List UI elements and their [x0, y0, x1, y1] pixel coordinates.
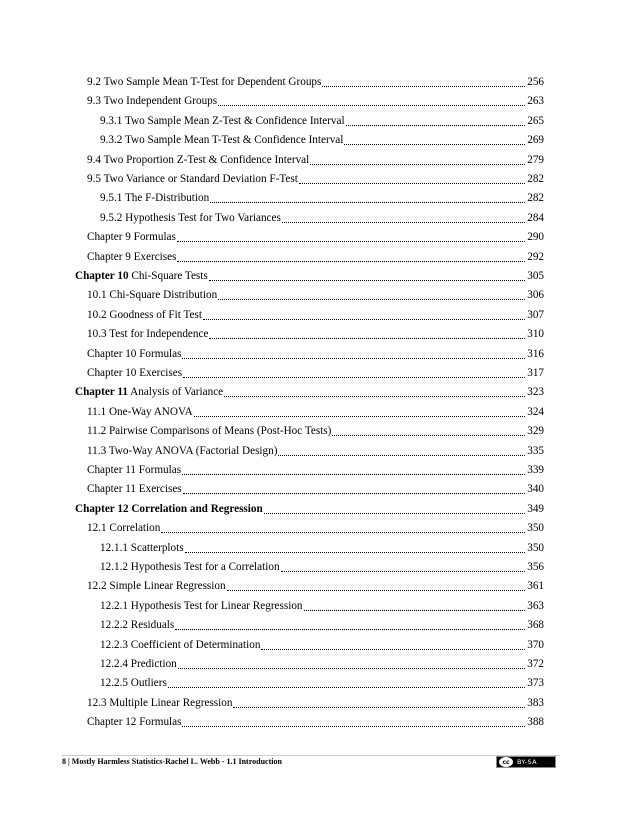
toc-entry[interactable]: [100, 595, 544, 613]
toc-page-number: 361: [527, 580, 544, 593]
toc-leader-dots: [177, 260, 525, 262]
toc-entry[interactable]: [100, 537, 544, 555]
toc-entry[interactable]: [87, 71, 544, 89]
toc-entry-label: [100, 618, 174, 632]
toc-entry[interactable]: [87, 401, 544, 419]
toc-page-number: 368: [527, 619, 544, 632]
toc-leader-dots: [183, 376, 525, 378]
toc-entry-label: [87, 424, 331, 438]
toc-entry[interactable]: [75, 265, 544, 283]
toc-entry-title: 10.1 Chi-Square Distribution: [87, 289, 218, 302]
toc-leader-dots: [183, 492, 526, 494]
toc-page-number: 372: [527, 658, 544, 670]
toc-leader-dots: [218, 298, 525, 300]
toc-page-number: 307: [527, 308, 544, 321]
toc-page-number: 282: [527, 192, 544, 205]
toc-entry-title: 12.1.2 Hypothesis Test for a Correlation: [100, 561, 280, 573]
toc-leader-dots: [224, 395, 525, 397]
toc-entry[interactable]: [87, 304, 544, 322]
toc-entry-label: [87, 715, 181, 729]
toc-entry[interactable]: [100, 187, 544, 205]
creative-commons-icon: cc: [499, 757, 513, 767]
toc-entry-label: [87, 463, 181, 477]
toc-entry-label: [87, 347, 181, 361]
footer-text: Mostly Harmless Statistics-Rachel L. Webb - 1.1 Introduction: [71, 757, 282, 766]
footer-separator: |: [66, 757, 72, 766]
toc-entry-label: [100, 211, 281, 225]
toc-leader-dots: [278, 454, 525, 456]
toc-page-number: 290: [527, 231, 544, 244]
toc-page-number: 370: [527, 638, 544, 651]
toc-entry[interactable]: [75, 381, 544, 399]
toc-entry-title: 12.1 Correlation: [87, 522, 161, 535]
toc-entry-label: [87, 521, 160, 535]
toc-entry-title: 11.2 Pairwise Comparisons of Means (Post-Hoc Tests): [87, 425, 332, 438]
toc-entry-title: 12.2.4 Prediction: [100, 658, 177, 670]
toc-entry-title: 11.3 Two-Way ANOVA (Factorial Design): [87, 444, 278, 457]
toc-entry-title: Chapter 10 Exercises: [87, 367, 183, 379]
toc-page-number: 335: [527, 444, 544, 457]
toc-entry[interactable]: [100, 672, 544, 690]
toc-entry-label: [87, 579, 226, 593]
toc-entry-title: Chi-Square Tests: [128, 270, 208, 282]
toc-leader-dots: [194, 415, 526, 417]
toc-entry[interactable]: [87, 362, 544, 380]
toc-entry[interactable]: [100, 110, 544, 128]
toc-leader-dots: [178, 667, 525, 669]
cc-license-badge[interactable]: [496, 756, 556, 768]
footer-page-number: 8: [62, 757, 66, 766]
toc-entry[interactable]: [100, 556, 544, 574]
toc-entry-label: [87, 288, 217, 302]
toc-entry-title: Chapter 9 Formulas: [87, 231, 176, 244]
toc-entry[interactable]: [87, 440, 544, 458]
toc-entry-label: [100, 114, 345, 128]
toc-entry[interactable]: [87, 478, 544, 496]
toc-page-number: 329: [527, 425, 544, 438]
toc-entry-label: [87, 75, 321, 89]
toc-entry-label: [87, 172, 298, 186]
toc-leader-dots: [310, 163, 525, 165]
toc-page-number: 282: [527, 173, 544, 185]
toc-entry-title: 12.2 Simple Linear Regression: [87, 580, 226, 593]
toc-entry[interactable]: [87, 323, 544, 341]
toc-entry-label: [87, 444, 277, 458]
license-label: BY-SA: [517, 758, 537, 766]
toc-entry-title: Chapter 10 Formulas: [87, 347, 182, 360]
toc-entry[interactable]: [87, 575, 544, 593]
toc-entry-label: [100, 657, 177, 671]
toc-entry-label: [87, 250, 176, 264]
toc-entry-title: Chapter 9 Exercises: [87, 250, 177, 263]
toc-entry-label: [87, 327, 208, 341]
toc-page-number: 306: [527, 289, 544, 302]
toc-entry-label: [87, 230, 176, 244]
toc-leader-dots: [209, 337, 525, 339]
toc-leader-dots: [210, 201, 525, 203]
toc-page-number: 363: [527, 599, 544, 612]
toc-entry[interactable]: [87, 692, 544, 710]
toc-page-number: 292: [527, 250, 544, 263]
toc-leader-dots: [233, 706, 525, 708]
toc-entry-title: 12.2.2 Residuals: [100, 619, 175, 632]
toc-entry-label: [75, 385, 223, 399]
toc-entry-title: Chapter 12 Formulas: [87, 716, 182, 729]
toc-entry-title: 9.5.1 The F-Distribution: [100, 192, 210, 205]
toc-page-number: 340: [527, 483, 544, 496]
toc-leader-dots: [203, 318, 525, 320]
toc-page-number: 350: [527, 522, 544, 535]
toc-entry-title: 9.3.1 Two Sample Mean Z-Test & Confidence Interval: [100, 114, 345, 127]
toc-entry-title: Analysis of Variance: [127, 386, 224, 399]
toc-entry-label: [100, 599, 303, 613]
toc-entry[interactable]: [100, 653, 544, 671]
toc-page-number: 339: [527, 464, 544, 476]
toc-entry[interactable]: [87, 711, 544, 729]
toc-page-number: 356: [527, 561, 544, 573]
toc-entry[interactable]: [87, 246, 544, 264]
toc-entry[interactable]: [87, 343, 544, 361]
toc-entry-label: [87, 405, 193, 419]
toc-chapter-prefix: Chapter 12 Correlation and Regression: [75, 502, 263, 515]
toc-entry-title: 10.3 Test for Independence: [87, 328, 209, 341]
toc-entry[interactable]: [87, 149, 544, 167]
toc-entry[interactable]: [75, 498, 544, 516]
toc-leader-dots: [182, 357, 525, 359]
toc-leader-dots: [261, 648, 525, 650]
toc-entry-title: 9.2 Two Sample Mean T-Test for Dependent Groups: [87, 76, 322, 88]
toc-entry-title: Chapter 11 Formulas: [87, 464, 182, 476]
toc-entry-label: [87, 366, 182, 380]
toc-entry-title: 9.3 Two Independent Groups: [87, 95, 218, 108]
toc-leader-dots: [175, 628, 525, 630]
toc-page-number: 269: [527, 134, 544, 147]
toc-entry[interactable]: [87, 226, 544, 244]
toc-page-number: 350: [527, 541, 544, 554]
toc-entry[interactable]: [100, 129, 544, 147]
toc-entry-title: 12.3 Multiple Linear Regression: [87, 696, 233, 709]
toc-leader-dots: [218, 104, 525, 106]
toc-entry-title: 12.2.3 Coefficient of Determination: [100, 638, 261, 651]
toc-page-number: 279: [527, 153, 544, 166]
toc-entry[interactable]: [87, 459, 544, 477]
toc-leader-dots: [281, 570, 526, 572]
toc-page-number: 265: [527, 114, 544, 127]
toc-entry[interactable]: [87, 420, 544, 438]
toc-entry-label: [87, 308, 202, 322]
toc-page-number: 323: [527, 386, 544, 399]
toc-leader-dots: [168, 686, 525, 688]
toc-page-number: 305: [527, 270, 544, 282]
toc-entry-title: 9.4 Two Proportion Z-Test & Confidence Interval: [87, 153, 310, 166]
toc-leader-dots: [299, 182, 525, 184]
toc-entry-title: 10.2 Goodness of Fit Test: [87, 308, 202, 321]
toc-entry-label: [87, 696, 232, 710]
toc-page-number: 316: [527, 347, 544, 360]
toc-entry-title: 9.3.2 Two Sample Mean T-Test & Confidence Interval: [100, 134, 344, 147]
toc-leader-dots: [332, 434, 525, 436]
toc-leader-dots: [322, 85, 525, 87]
toc-entry-title: 12.1.1 Scatterplots: [100, 541, 184, 554]
toc-page-number: 324: [527, 405, 544, 418]
page-footer: [62, 757, 282, 766]
toc-entry[interactable]: [100, 634, 544, 652]
toc-page-number: 263: [527, 95, 544, 108]
toc-leader-dots: [344, 143, 525, 145]
toc-entry[interactable]: [100, 207, 544, 225]
toc-leader-dots: [161, 531, 525, 533]
toc-leader-dots: [304, 609, 526, 611]
footer-divider: [62, 755, 560, 756]
toc-entry-label: [100, 541, 184, 555]
toc-page-number: 349: [527, 502, 544, 515]
toc-leader-dots: [185, 551, 526, 553]
toc-entry[interactable]: [87, 284, 544, 302]
toc-page-number: 317: [527, 367, 544, 379]
toc-page-number: 284: [527, 211, 544, 224]
toc-entry-label: [87, 94, 217, 108]
toc-page-number: 373: [527, 677, 544, 690]
toc-entry-title: 12.2.5 Outliers: [100, 677, 167, 690]
toc-entry-label: [100, 560, 280, 574]
toc-entry-label: [75, 502, 263, 516]
toc-entry[interactable]: [100, 614, 544, 632]
toc-chapter-prefix: Chapter 10: [75, 270, 129, 282]
toc-entry-title: 11.1 One-Way ANOVA: [87, 405, 193, 418]
toc-entry-title: 9.5 Two Variance or Standard Deviation F-Test: [87, 173, 298, 185]
toc-leader-dots: [282, 221, 525, 223]
toc-entry-title: 12.2.1 Hypothesis Test for Linear Regression: [100, 599, 303, 612]
toc-entry[interactable]: [87, 168, 544, 186]
toc-leader-dots: [209, 279, 525, 281]
toc-leader-dots: [227, 589, 526, 591]
toc-entry[interactable]: [87, 90, 544, 108]
toc-leader-dots: [177, 240, 525, 242]
toc-entry-label: [100, 133, 343, 147]
toc-entry[interactable]: [87, 517, 544, 535]
toc-entry-label: [87, 153, 309, 167]
toc-page-number: 256: [527, 76, 544, 88]
toc-entry-label: [100, 638, 260, 652]
toc-page-number: 310: [527, 328, 544, 341]
toc-entry-label: [100, 191, 209, 205]
toc-leader-dots: [182, 725, 525, 727]
toc-entry-title: Chapter 11 Exercises: [87, 483, 182, 496]
toc-page-number: 383: [527, 696, 544, 709]
toc-leader-dots: [264, 512, 526, 514]
toc-entry-title: 9.5.2 Hypothesis Test for Two Variances: [100, 211, 281, 224]
toc-entry-label: [100, 676, 167, 690]
toc-leader-dots: [182, 473, 525, 475]
toc-chapter-prefix: Chapter 11: [75, 386, 128, 399]
toc-entry-label: [87, 482, 182, 496]
toc-leader-dots: [346, 124, 526, 126]
toc-page-number: 388: [527, 716, 544, 729]
toc-entry-label: [75, 269, 208, 283]
